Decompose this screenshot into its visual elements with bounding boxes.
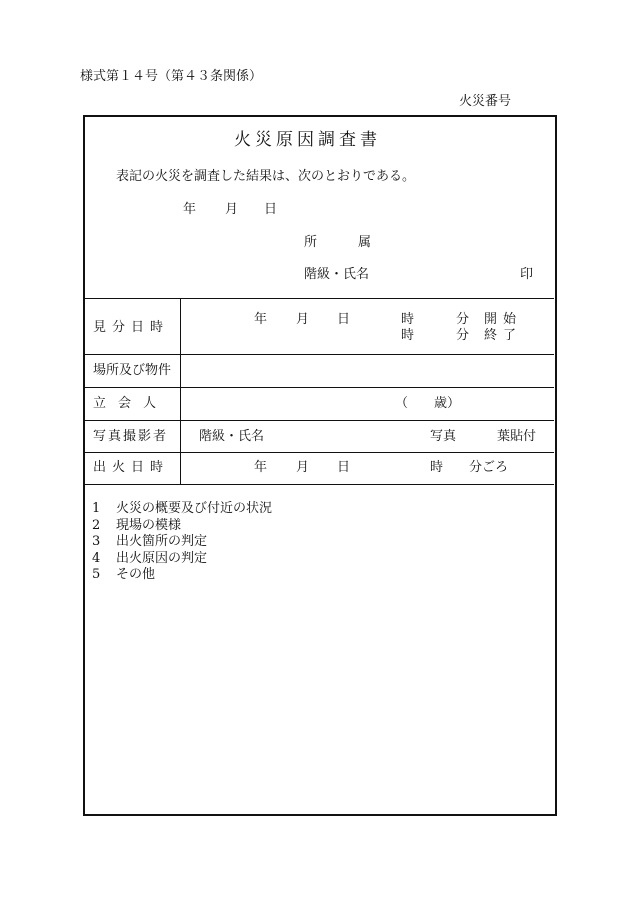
affiliation-label: 属: [358, 235, 372, 250]
location-property-label: 場所及び物件: [93, 363, 172, 378]
list-item: [92, 567, 272, 584]
inspection-start-hour-label: 時: [401, 312, 415, 327]
fire-month-label: 月: [296, 460, 310, 475]
affiliation-label: 所: [304, 235, 318, 250]
inspection-end-hour-label: 時: [401, 328, 415, 343]
witness-label: 立会人: [93, 396, 169, 411]
list-item: [92, 501, 272, 518]
fire-day-label: 日: [337, 460, 351, 475]
photo-attach-label: 葉貼付: [497, 429, 537, 444]
fire-datetime-label: 出火日時: [93, 460, 170, 475]
item-text: その他: [116, 567, 156, 582]
item-text: 現場の模様: [116, 517, 182, 533]
seal-label: 印: [520, 267, 534, 282]
table-divider: [84, 387, 554, 388]
photo-label: 写真: [430, 429, 457, 444]
fire-minute-label: 分ごろ: [469, 460, 509, 475]
item-text: 出火原因の判定: [116, 550, 208, 566]
table-column-divider: [180, 298, 181, 484]
inspection-day-label: 日: [337, 312, 351, 327]
inspection-start-minute-label: 分: [456, 312, 470, 327]
table-divider: [84, 354, 554, 355]
table-divider: [84, 484, 554, 485]
inspection-end-minute-label: 分: [456, 328, 470, 343]
inspection-start-label: 開始: [484, 312, 523, 327]
item-number: 4: [92, 550, 101, 566]
form-number-label: 様式第１４号（第４３条関係）: [80, 69, 263, 84]
list-item: [92, 534, 272, 551]
item-number: 2: [92, 517, 101, 533]
item-number: 5: [92, 567, 101, 582]
fire-number-label: 火災番号: [459, 94, 512, 109]
intro-text: 表記の火災を調査した結果は、次のとおりである。: [116, 169, 416, 184]
rank-name-label: 階級・氏名: [304, 267, 370, 282]
item-number: 3: [92, 534, 101, 549]
photographer-label: 写真撮影者: [93, 429, 169, 444]
inspection-datetime-label: 見分日時: [93, 320, 170, 335]
fire-hour-label: 時: [430, 460, 444, 475]
report-items-list: [92, 501, 272, 584]
inspection-year-label: 年: [254, 312, 268, 327]
table-divider: [84, 452, 554, 453]
date-year-label: 年: [183, 202, 197, 217]
fire-year-label: 年: [254, 460, 268, 475]
list-item: [92, 518, 272, 535]
table-divider: [84, 298, 554, 299]
date-day-label: 日: [264, 202, 278, 217]
item-number: 1: [92, 501, 101, 516]
list-item: [92, 551, 272, 568]
witness-age-label: （ 歳）: [395, 396, 461, 411]
item-text: 出火箇所の判定: [116, 534, 208, 549]
table-divider: [84, 420, 554, 421]
document-title: 火災原因調査書: [234, 130, 381, 150]
inspection-month-label: 月: [296, 312, 310, 327]
photographer-rank-name-label: 階級・氏名: [199, 429, 265, 444]
date-month-label: 月: [225, 202, 239, 217]
item-text: 火災の概要及び付近の状況: [116, 501, 273, 516]
inspection-end-label: 終了: [484, 328, 523, 343]
